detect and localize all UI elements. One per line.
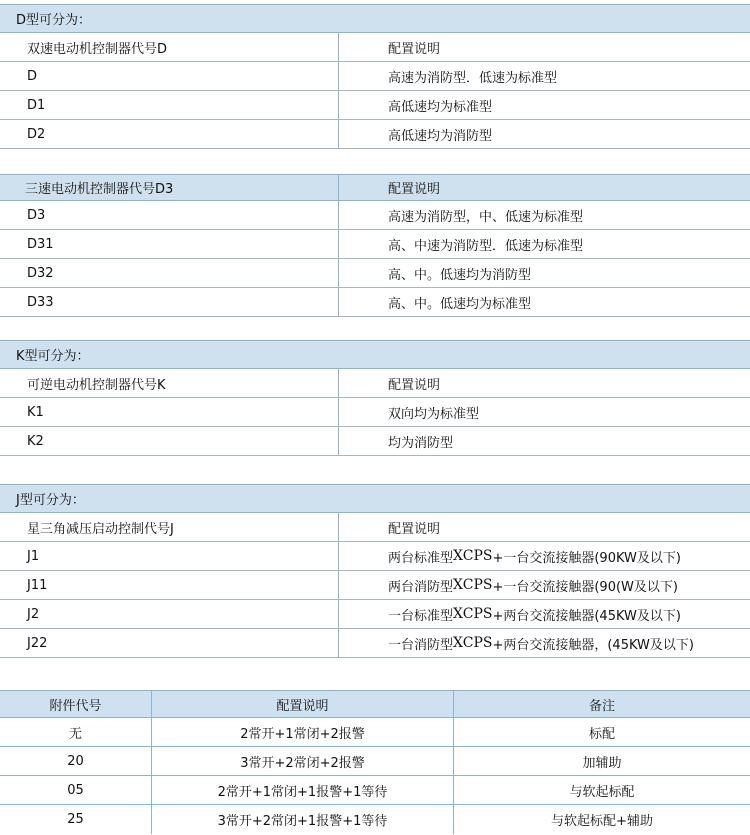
- config-cell: 2常开+1常闭+1报警+1等待: [152, 776, 454, 804]
- remark-cell: 加辅助: [582, 755, 622, 771]
- config-suffix: +一台交流接触器(90KW及以下): [492, 550, 681, 566]
- table-row: [0, 259, 750, 288]
- section-title: J型可分为：: [16, 493, 85, 508]
- config-header: 配置说明: [388, 41, 441, 57]
- code-cell: J11: [0, 571, 339, 599]
- xcps-model: XCPS: [453, 635, 493, 651]
- config-suffix: +两台交流接触器，(45KW及以下): [492, 637, 694, 653]
- remark-cell: 与软起标配+辅助: [551, 814, 653, 829]
- table-header-row: [0, 513, 750, 542]
- table-header-row: [0, 690, 750, 718]
- section-title: D型可分为：: [16, 13, 92, 28]
- accessory-code-cell: 05: [0, 776, 152, 804]
- code-cell: D2: [0, 120, 339, 148]
- config-cell: 高低速均为标准型: [388, 99, 493, 115]
- d3-type-section: [0, 174, 750, 317]
- remark-cell: 标配: [588, 726, 615, 742]
- code-cell: J2: [0, 600, 339, 628]
- config-cell: 高速为消防型．低速为标准型: [388, 70, 558, 86]
- config-header: 配置说明: [388, 377, 441, 393]
- config-cell: [339, 629, 750, 657]
- code-cell: D33: [0, 288, 339, 316]
- table-row: [0, 718, 750, 747]
- config-prefix: 两台消防型: [388, 579, 454, 595]
- code-cell: D3: [0, 201, 339, 229]
- config-cell: [339, 571, 750, 599]
- table-header-row: [0, 174, 750, 201]
- k-type-section: [0, 340, 750, 456]
- table-header-row: [0, 33, 750, 62]
- config-suffix: +一台交流接触器(90(W及以下): [492, 579, 678, 595]
- config-prefix: 一台消防型: [388, 637, 454, 653]
- config-cell: 2常开+1常闭+2报警: [152, 718, 454, 746]
- remark-cell: 与软起标配: [569, 784, 635, 800]
- remark-header: 备注: [588, 698, 615, 714]
- table-row: [0, 91, 750, 120]
- code-cell: J1: [0, 542, 339, 570]
- config-prefix: 两台标准型: [388, 550, 454, 566]
- xcps-model: XCPS: [453, 606, 493, 622]
- code-cell: J22: [0, 629, 339, 657]
- section-title-bar: [0, 340, 750, 369]
- table-row: [0, 776, 750, 805]
- table-row: [0, 120, 750, 149]
- config-cell: [339, 600, 750, 628]
- config-suffix: +两台交流接触器(45KW及以下): [492, 608, 681, 624]
- table-row: [0, 629, 750, 658]
- config-cell: 3常开+2常闭+2报警: [152, 747, 454, 775]
- config-cell: [339, 542, 750, 570]
- accessory-code-header: 附件代号: [0, 691, 152, 717]
- config-prefix: 一台标准型: [388, 608, 454, 624]
- table-row: [0, 230, 750, 259]
- table-row: [0, 288, 750, 317]
- table-row: [0, 427, 750, 456]
- code-cell: D1: [0, 91, 339, 119]
- table-header-row: [0, 369, 750, 398]
- code-header: 星三角减压启动控制代号J: [0, 513, 339, 541]
- code-cell: D31: [0, 230, 339, 258]
- code-header: 三速电动机控制器代号D3: [0, 175, 339, 200]
- xcps-model: XCPS: [453, 548, 493, 564]
- config-header: 配置说明: [152, 691, 454, 717]
- code-cell: K2: [0, 427, 339, 455]
- config-cell: 高、中。低速均为标准型: [388, 296, 532, 312]
- config-cell: 高、中速为消防型．低速为标准型: [388, 238, 584, 254]
- config-cell: 高速为消防型，中、低速为标准型: [388, 209, 584, 225]
- d-type-section: [0, 4, 750, 149]
- table-row: [0, 600, 750, 629]
- accessory-code-cell: 20: [0, 747, 152, 775]
- config-cell: 双向均为标准型: [388, 406, 480, 422]
- config-cell: 高、中。低速均为消防型: [388, 267, 532, 283]
- table-row: [0, 201, 750, 230]
- accessory-table: [0, 690, 750, 834]
- code-cell: D: [0, 62, 339, 90]
- xcps-model: XCPS: [453, 577, 493, 593]
- table-row: [0, 571, 750, 600]
- config-cell: 均为消防型: [388, 435, 454, 451]
- section-title-bar: [0, 484, 750, 513]
- code-cell: K1: [0, 398, 339, 426]
- code-header: 双速电动机控制器代号D: [0, 33, 339, 61]
- section-title-bar: [0, 4, 750, 33]
- config-cell: 高低速均为消防型: [388, 128, 493, 144]
- j-type-section: [0, 484, 750, 658]
- config-cell: 3常开+2常闭+1报警+1等待: [152, 805, 454, 834]
- table-row: [0, 542, 750, 571]
- table-row: [0, 805, 750, 834]
- config-header: 配置说明: [388, 182, 441, 197]
- accessory-code-cell: 25: [0, 805, 152, 834]
- table-row: [0, 747, 750, 776]
- config-header: 配置说明: [388, 521, 441, 537]
- table-row: [0, 398, 750, 427]
- accessory-code-cell: 无: [0, 718, 152, 746]
- section-title: K型可分为：: [16, 349, 90, 364]
- table-row: [0, 62, 750, 91]
- code-header: 可逆电动机控制器代号K: [0, 369, 339, 397]
- code-cell: D32: [0, 259, 339, 287]
